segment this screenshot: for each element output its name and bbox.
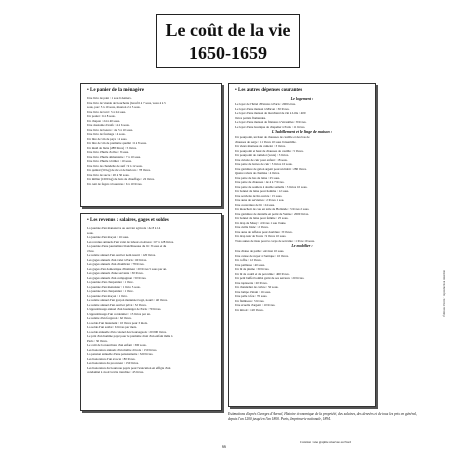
depenses-line: Le loyer de l'hôtel d'Estrées à Paris : 2000 écus. — [235, 102, 296, 106]
depenses-line: Une garniture de galon argent pour un habit : 280 livres. — [235, 166, 307, 171]
revenus-line: La solde d'un lieutenant : 10 livres pour 3 mois. — [87, 320, 148, 325]
depenses-section-list — [235, 135, 369, 243]
revenus-line: L'apprentissage d'un cordonnier : 15 livres par an. — [87, 311, 151, 316]
panier-list — [87, 96, 215, 186]
footnote: Estimations d'après Georges d'Avenel, Histoire économique de la propriété, des salaires, des denrées et de tous les prix en général, depuis l'an 1200 jusqu'en l'an 1800. Paris, Imprimerie nationale, 1894. — [228, 412, 417, 421]
panier-box — [80, 83, 222, 207]
depenses-line: Une serviette de lin ouvrée : 15 sous. — [235, 193, 283, 198]
depenses-line: Le loyer d'une boutique de chapelier à Paris : 11 livres. — [235, 124, 306, 129]
revenus-line: Les honoraires du procureur : 150 livres. — [87, 361, 139, 365]
panier-line: Un litre de vin de première qualité : 6 à 8 sous. — [87, 141, 147, 145]
depenses-line: Un coffre : 12 livres. — [235, 258, 262, 262]
revenus-line: Le salaire d'un forgeron : 62 livres. — [87, 316, 132, 320]
depenses-line: Un drap noir de Tours : 9 livres 10 sous. — [235, 234, 287, 238]
depenses-line: Un lit de coutil et de percaline : 400 livres. — [235, 271, 290, 276]
page-number: 66 — [222, 444, 226, 449]
depenses-line: Une culotte de cuir pour enfant : 18 sous. — [235, 157, 288, 162]
revenus-line: Les gages annuels d'un compagnon : 50 livres. — [87, 275, 147, 280]
depenses-line: Un pourpoint et haut de chausses de castille : 5 livres. — [235, 148, 304, 153]
depenses-line: Le loyer d'une maison de marchand de vin à Lille : 400 — [235, 111, 306, 115]
depenses-line: Une paire de souliers à double semelle : 3 livres 10 sous. — [235, 184, 308, 189]
revenus-line: condamné à avoir la tête tranchée : 45 livres. — [87, 370, 145, 374]
depenses-sections — [229, 96, 375, 312]
panier-line: Un cent de fagots à bourrées : 6 à 10 livres. — [87, 181, 143, 186]
revenus-line: L'apprentissage annuel d'un boulanger de Paris : 79 livres. — [87, 307, 162, 311]
revenus-line: La pension annuelle d'une pensionnaire : 320 livres. — [87, 352, 154, 356]
revenus-line: Le salaire annuel d'un garçon menuisier logé, nourri : 40 livres. — [87, 298, 168, 302]
depenses-subtitle: Le mobilier : — [291, 243, 313, 248]
panier-line: Une livre de fromage : 4 sous. — [87, 132, 126, 136]
revenus-line: Les honoraires annuels d'un maître d'école : 150 livres. — [87, 347, 158, 352]
depenses-line: Une lampe d'étain : 16 sous. — [235, 289, 271, 294]
panier-line: Un millier (1000 kg) de bois de chauffage : 22 livres. — [87, 177, 155, 181]
panier-line: Un quintal (50 kg) de riz et de haricots : 78 livres. — [87, 168, 151, 172]
panier-line: Une livre de sucre : 20 à 50 sous. — [87, 172, 130, 177]
revenus-line: Les revenus annuels d'un valet de labour en Alsace : 67 à 128 livres. — [87, 239, 174, 244]
panier-line: Une livre de pain : 1 sou 6 deniers. — [87, 96, 132, 100]
depenses-line: Une caisse de noyer à l'antique : 10 livres. — [235, 253, 289, 258]
depenses-line: Une paillasse : 40 sous. — [235, 262, 266, 267]
depenses-line: Une paire de bottes de cuir : 5 livres 10 sous. — [235, 162, 293, 166]
revenus-line: La solde annuelle d'un colonel des boursegeois : 20 000 livres. — [87, 329, 167, 334]
revenus-line: Les honoraires du bourreau payés pour l'exécution en effigie d'un — [87, 365, 171, 370]
panier-heading: • Le panier de la ménagère — [87, 88, 144, 93]
depenses-line: Un petit buffet bombé garni de ses serrures : 20 livres. — [235, 276, 305, 280]
revenus-line: sous. — [87, 230, 94, 235]
depenses-heading: • Les autres dépenses courantes — [235, 88, 303, 93]
depenses-line: Une pelle à feu : 70 sous. — [235, 294, 268, 298]
depenses-line: Un pourpoint de camelot (veste) : 3 livres. — [235, 153, 289, 157]
page-subtitle: 1650-1659 — [189, 43, 267, 63]
revenus-line: La solde d'un soldat : 6 livres par mois. — [87, 325, 138, 329]
depenses-section-list — [235, 102, 369, 129]
depenses-subtitle: L'habillement et le linge de maison : — [271, 129, 333, 134]
panier-line: Une livre d'huile alimentaire : 7 à 10 sous. — [87, 154, 141, 159]
panier-line: Un litre de vin de pays : 4 sous. — [87, 136, 128, 141]
panier-line: Une livre de beurre : de 5 à 10 sous. — [87, 127, 134, 132]
revenus-line: La journée d'un manœuvre ou ouvrier agricole : de 8 à 14 — [87, 226, 161, 230]
depenses-line: Un lit de plume : 30 livres. — [235, 267, 270, 271]
revenus-line: La journée d'un menuisier : 1 livre 5 sous. — [87, 284, 141, 289]
depenses-line: Le loyer d'une maison à Mâcon : 30 livres. — [235, 106, 290, 111]
revenus-line: Les gages d'un domestique d'intérieur : 20 livres 5 sous par an. — [87, 266, 167, 271]
depenses-line: Le loyer d'une maison de filatures à Versailles : 8 livres. — [235, 120, 307, 124]
revenus-line: Le salaire annuel d'un ouvrier privé : 52 livres. — [87, 302, 147, 307]
depenses-box — [228, 83, 376, 407]
revenus-line: Les gages annuels d'une servante : 30 livres. — [87, 271, 144, 275]
depenses-line: Une chaise de paille : environ 10 sous. — [235, 249, 285, 253]
depenses-line: Un chandelier de cuivre : 50 sous. — [235, 285, 279, 289]
side-note-text: Éditions Perrin · reproduction interdite — [442, 270, 446, 317]
panier-line: Un poulet : 6 à 8 sous. — [87, 114, 116, 118]
depenses-line: Un miroir : 120 livres. — [235, 307, 264, 312]
revenus-line: Le salaire annuel d'un ouvrier nom nourri : 120 livres. — [87, 253, 156, 257]
revenus-line: Paris : 30 livres. — [87, 338, 108, 343]
depenses-line: Un mouchoir de cou en toile de Hollande : 5 livres 2 sous. — [235, 207, 310, 211]
depenses-line: Une couverture de lit : 24 sous. — [235, 202, 275, 207]
depenses-line: Une paire de chausses : de 4 à 7 livres. — [235, 180, 285, 184]
depenses-line: Une tapisserie : 20 livres. — [235, 280, 268, 285]
depenses-line: Une garniture de dentelle en point de Venise : 2000 livres. — [235, 211, 310, 216]
depenses-line: Un pourpoint, un haut de chausses de castille et des bas de — [235, 135, 310, 139]
source-line: Création : une graphie réservée au Nord — [300, 440, 351, 444]
revenus-heading: • Les revenus : salaires, gages et soldes — [87, 218, 169, 223]
side-note — [442, 270, 448, 410]
revenus-line: La journée d'un charpentier : 1 livre. — [87, 289, 134, 293]
depenses-line: Une cuille blanc : 2 livres. — [235, 225, 269, 229]
depenses-subtitle: Le logement : — [290, 96, 314, 101]
revenus-line: La journée d'un maçon : 16 sous. — [87, 235, 130, 239]
revenus-line: Le coût de la nourriture d'un enfant : 300 sous. — [87, 343, 147, 347]
panier-line: Une livre de chandelle de suif : 9 à 12 sous. — [87, 163, 143, 168]
page-title: Le coût de la vie — [165, 20, 291, 40]
depenses-line: Une aune de serviettes : 2 livres 1 sou. — [235, 198, 285, 202]
depenses-line: livres parisis flamandes. — [235, 115, 266, 120]
depenses-line: Une paire de bas de laine : 25 sous. — [235, 175, 281, 180]
depenses-line: Quatre rabats de chemise : 4 livres. — [235, 171, 280, 175]
panier-line: Une livre de viande de boucherie (bœuf 6 à 7 sous, veau 4 à 5 — [87, 100, 166, 105]
panier-line: sous, porc 5 à 10 sous, mouton 2 à 5 sous. — [87, 105, 141, 109]
depenses-line: Trois aunes de tissu pour le corps de servante : 1 livre 10 sous. — [235, 238, 315, 243]
panier-line: Une livre d'huile à brûler : 10 sous. — [87, 159, 132, 163]
revenus-line: La journée d'une journalière blanchisseuse du lit : 8 sous et du — [87, 244, 167, 248]
panier-line: Une livre de lard : 5 à 24 sous. — [87, 109, 127, 114]
revenus-line: Les gages annuels d'un valet à Paris : 60 livres. — [87, 257, 148, 262]
revenus-list — [87, 226, 215, 375]
depenses-line: Un drap de Mouy : 4 livres 1 sou l'aune. — [235, 220, 287, 225]
depenses-line: Une écuelle d'argent : 10 livres. — [235, 303, 276, 307]
panier-line: Un muid de bière (288 litres) : 5 livres. — [87, 145, 137, 150]
revenus-line: La journée d'un charpentier : 1 livre. — [87, 280, 134, 284]
revenus-line: La journée d'un maçon : 1 livre. — [87, 293, 128, 298]
revenus-line: Les honoraires d'un avocat : 80 livres. — [87, 356, 136, 361]
depenses-line: Un bonnet de laine pour femme : 25 sous. — [235, 216, 289, 220]
title-box — [156, 14, 300, 68]
panier-line: Un chapon : 24 à 40 sous. — [87, 118, 121, 123]
depenses-line: Un flambeau : 5 livres. — [235, 298, 265, 303]
panier-line: Une livre d'huile d'olive : 8 sous. — [87, 150, 129, 154]
depenses-line: Une aune de taffetas pour doublure : 8 livres. — [235, 229, 293, 234]
revenus-line: Les gages annuels d'un chambrier : 78 livres. — [87, 262, 145, 266]
revenus-box — [80, 213, 222, 411]
depenses-line: Un vieux manteau de camelot : 3 livres. — [235, 144, 286, 148]
depenses-line: chausses de serge : 11 livres 10 sous l'ensemble. — [235, 139, 297, 144]
revenus-line: vivre. — [87, 248, 95, 253]
revenus-line: Le prix d'un homme payé pour le première droit d'un enfant mâle à — [87, 334, 173, 338]
panier-line: Une douzaine d'œufs : 4 à 6 sous. — [87, 123, 130, 127]
depenses-line: Un bonnet de laine pour homme : 12 sous. — [235, 189, 290, 193]
depenses-section-list — [235, 249, 369, 312]
